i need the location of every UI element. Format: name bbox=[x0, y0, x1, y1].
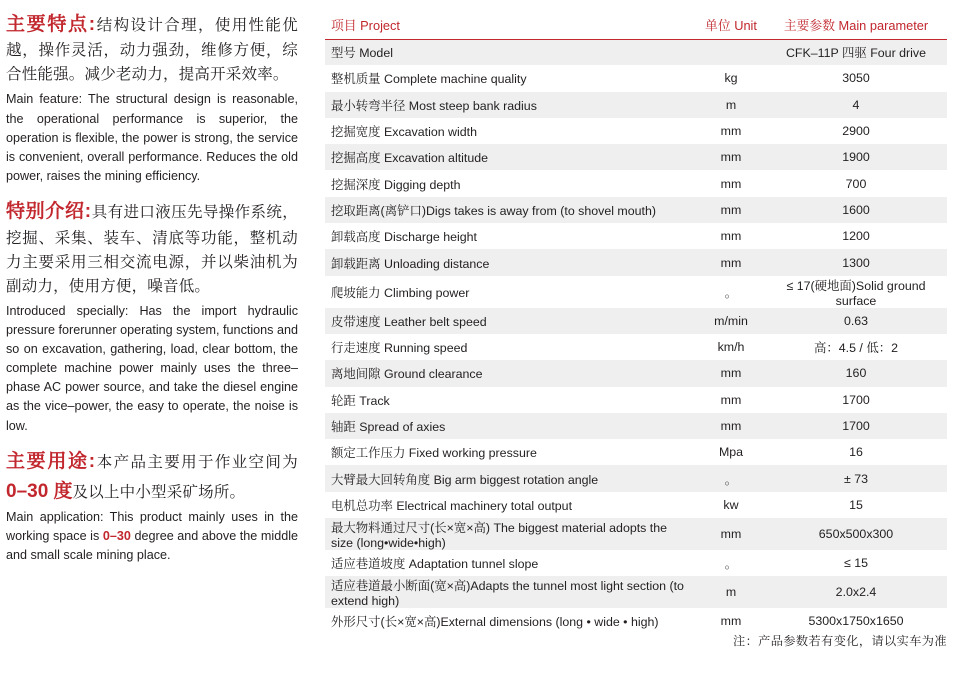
application-angle-range-cn: 0–30 度 bbox=[6, 481, 73, 503]
cell-unit: Mpa bbox=[697, 439, 765, 465]
cell-project: 离地间隙 Ground clearance bbox=[325, 360, 697, 386]
table-row bbox=[325, 439, 947, 465]
cell-project: 爬坡能力 Climbing power bbox=[325, 276, 697, 308]
table-row bbox=[325, 308, 947, 334]
cell-project: 最大物料通过尺寸(长×宽×高) The biggest material adopts the size (long•wide•high) bbox=[325, 518, 697, 550]
table-row bbox=[325, 550, 947, 576]
cell-parameter: 160 bbox=[765, 360, 947, 386]
cell-unit: mm bbox=[697, 144, 765, 170]
cell-unit: mm bbox=[697, 197, 765, 223]
cell-unit: m/min bbox=[697, 308, 765, 334]
feature-block bbox=[6, 10, 298, 186]
cell-parameter: ≤ 15 bbox=[765, 550, 947, 576]
cell-unit: m bbox=[697, 576, 765, 608]
cell-unit: mm bbox=[697, 360, 765, 386]
cell-project: 挖掘深度 Digging depth bbox=[325, 170, 697, 196]
introduction-english-text: Introduced specially: Has the import hydraulic pressure forerunner operating system, functions and so on excavation, gathering, load, clear bottom, the complete machine power mainly uses the three–phase AC power source, and take the diesel engine as the vice–power, the easy to operate, the noise is low. bbox=[6, 303, 298, 433]
cell-project: 电机总功率 Electrical machinery total output bbox=[325, 492, 697, 518]
application-chinese-text-post: 及以上中小型采矿场所。 bbox=[72, 484, 246, 502]
cell-parameter: ± 73 bbox=[765, 465, 947, 491]
feature-chinese-text: 结构设计合理，使用性能优越，操作灵活，动力强劲，维修方便，综合性能强。减少老动力，提高开采效率。 bbox=[6, 17, 299, 84]
cell-project: 卸载高度 Discharge height bbox=[325, 223, 697, 249]
header-unit: 单位 Unit bbox=[697, 14, 765, 39]
table-row bbox=[325, 360, 947, 386]
cell-unit bbox=[697, 39, 765, 65]
table-footnote: 注：产品参数若有变化，请以实车为准 bbox=[733, 634, 947, 648]
table-row bbox=[325, 608, 947, 634]
description-column bbox=[6, 10, 298, 577]
cell-project: 适应巷道坡度 Adaptation tunnel slope bbox=[325, 550, 697, 576]
cell-unit: mm bbox=[697, 223, 765, 249]
application-english-pre: Main application: This product mainly uses in the working space is bbox=[6, 510, 298, 544]
cell-parameter: 16 bbox=[765, 439, 947, 465]
cell-unit: 。 bbox=[697, 550, 765, 576]
cell-parameter: 1900 bbox=[765, 144, 947, 170]
cell-parameter: 1700 bbox=[765, 387, 947, 413]
table-row bbox=[325, 518, 947, 550]
cell-unit: 。 bbox=[697, 465, 765, 491]
introduction-heading: 特别介绍: bbox=[6, 201, 92, 223]
cell-project: 大臂最大回转角度 Big arm biggest rotation angle bbox=[325, 465, 697, 491]
cell-project: 行走速度 Running speed bbox=[325, 334, 697, 360]
table-row bbox=[325, 223, 947, 249]
table-row bbox=[325, 65, 947, 91]
cell-unit: km/h bbox=[697, 334, 765, 360]
cell-project: 皮带速度 Leather belt speed bbox=[325, 308, 697, 334]
table-row bbox=[325, 144, 947, 170]
cell-parameter: 5300x1750x1650 bbox=[765, 608, 947, 634]
cell-parameter: 3050 bbox=[765, 65, 947, 91]
cell-unit: mm bbox=[697, 608, 765, 634]
cell-unit: mm bbox=[697, 249, 765, 275]
cell-project: 挖掘宽度 Excavation width bbox=[325, 118, 697, 144]
cell-unit: mm bbox=[697, 170, 765, 196]
table-row bbox=[325, 249, 947, 275]
table-header-row bbox=[325, 14, 947, 39]
table-row bbox=[325, 92, 947, 118]
table-row bbox=[325, 118, 947, 144]
table-row bbox=[325, 413, 947, 439]
table-row bbox=[325, 276, 947, 308]
cell-parameter: 2900 bbox=[765, 118, 947, 144]
cell-parameter: 2.0x2.4 bbox=[765, 576, 947, 608]
application-chinese-paragraph bbox=[6, 447, 298, 505]
cell-parameter: 0.63 bbox=[765, 308, 947, 334]
cell-unit: mm bbox=[697, 118, 765, 144]
application-english-post: degree and above the middle and small scale mining place. bbox=[6, 529, 299, 563]
cell-parameter: 1700 bbox=[765, 413, 947, 439]
header-parameter: 主要参数 Main parameter bbox=[765, 14, 947, 39]
cell-parameter: 15 bbox=[765, 492, 947, 518]
specification-table-wrapper bbox=[325, 14, 947, 635]
feature-heading: 主要特点: bbox=[6, 14, 96, 35]
application-block bbox=[6, 447, 298, 566]
application-heading: 主要用途: bbox=[6, 450, 96, 472]
cell-unit: mm bbox=[697, 387, 765, 413]
introduction-chinese-paragraph bbox=[6, 197, 298, 298]
cell-project: 适应巷道最小断面(宽×高)Adapts the tunnel most light section (to extend high) bbox=[325, 576, 697, 608]
cell-unit: kg bbox=[697, 65, 765, 91]
feature-chinese-paragraph bbox=[6, 10, 298, 87]
cell-unit: mm bbox=[697, 413, 765, 439]
cell-unit: kw bbox=[697, 492, 765, 518]
table-row bbox=[325, 492, 947, 518]
cell-unit: mm bbox=[697, 518, 765, 550]
cell-unit: m bbox=[697, 92, 765, 118]
table-row bbox=[325, 170, 947, 196]
cell-parameter: 650x500x300 bbox=[765, 518, 947, 550]
table-row bbox=[325, 387, 947, 413]
cell-parameter: 700 bbox=[765, 170, 947, 196]
cell-project: 最小转弯半径 Most steep bank radius bbox=[325, 92, 697, 118]
application-angle-range-en: 0–30 bbox=[102, 529, 131, 544]
application-english-paragraph bbox=[6, 508, 298, 565]
cell-parameter: 1200 bbox=[765, 223, 947, 249]
table-row bbox=[325, 334, 947, 360]
cell-parameter: 1600 bbox=[765, 197, 947, 223]
cell-parameter: 4 bbox=[765, 92, 947, 118]
introduction-chinese-text: 具有进口液压先导操作系统，挖掘、采集、装车、清底等功能，整机动力主要采用三相交流电源，并以柴油机为副动力，使用方便，噪音低。 bbox=[6, 204, 299, 295]
cell-project: 轮距 Track bbox=[325, 387, 697, 413]
table-row bbox=[325, 39, 947, 65]
cell-project: 挖取距离(离铲口)Digs takes is away from (to shovel mouth) bbox=[325, 197, 697, 223]
cell-project: 轴距 Spread of axies bbox=[325, 413, 697, 439]
cell-project: 整机质量 Complete machine quality bbox=[325, 65, 697, 91]
cell-parameter: 1300 bbox=[765, 249, 947, 275]
cell-parameter: ≤ 17(硬地面)Solid ground surface bbox=[765, 276, 947, 308]
cell-project: 额定工作压力 Fixed working pressure bbox=[325, 439, 697, 465]
cell-project: 外形尺寸(长×宽×高)External dimensions (long • wide • high) bbox=[325, 608, 697, 634]
cell-project: 型号 Model bbox=[325, 39, 697, 65]
cell-unit: 。 bbox=[697, 276, 765, 308]
table-row bbox=[325, 197, 947, 223]
cell-parameter: 高：4.5 / 低：2 bbox=[765, 334, 947, 360]
cell-project: 卸载距离 Unloading distance bbox=[325, 249, 697, 275]
cell-project: 挖掘高度 Excavation altitude bbox=[325, 144, 697, 170]
specification-table bbox=[325, 14, 947, 635]
table-row bbox=[325, 576, 947, 608]
header-project: 项目 Project bbox=[325, 14, 697, 39]
table-row bbox=[325, 465, 947, 491]
application-chinese-text-pre: 本产品主要用于作业空间为 bbox=[95, 453, 299, 471]
introduction-block bbox=[6, 197, 298, 435]
feature-english-text: Main feature: The structural design is reasonable, the operational performance is superior, the operation is flexible, the power is strong, the service is convenient, overall performance. Reduces the old power, raises the mining efficiency. bbox=[6, 92, 298, 184]
cell-parameter: CFK–11P 四驱 Four drive bbox=[765, 39, 947, 65]
